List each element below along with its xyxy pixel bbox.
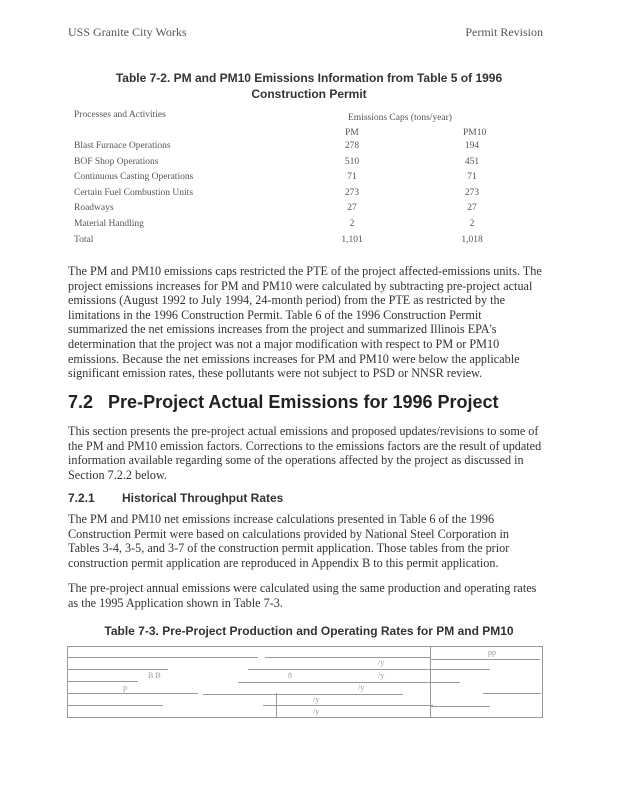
col-header-pm: PM [345, 128, 359, 138]
table-7-2-cell-pm10: 2 [469, 219, 475, 229]
table-7-2-cell-name: Blast Furnace Operations [74, 141, 171, 151]
table-7-2-cell-pm: 27 [347, 203, 357, 214]
table-7-2-cell-pm10: 71 [467, 172, 477, 183]
header-left: USS Granite City Works [68, 25, 187, 39]
text-line: significant emission rates, these pollutants were not subject to PSD or NNSR review. [68, 366, 483, 381]
table-7-2-cell-pm: 71 [347, 172, 357, 183]
table-7-2-cell-name: Continuous Casting Operations [74, 172, 194, 183]
table-7-2-cell-name: BOF Shop Operations [74, 156, 159, 167]
section-title: Pre-Project Actual Emissions for 1996 Project [108, 392, 499, 412]
table-7-3-fragment: pp [488, 648, 496, 657]
table-7-2-cell-pm: 1,101 [341, 234, 363, 245]
text-line: information available regarding some of the operations affected by the project as discussed in [68, 453, 524, 468]
text-line: construction permit application are reproduced in Appendix B to this permit application. [68, 555, 499, 570]
text-line: Construction Permit were based on calculations provided by National Steel Corporation in [68, 526, 510, 541]
table-7-2-cell-pm: 2 [349, 219, 355, 229]
col-header-pm10: PM10 [463, 128, 487, 138]
paragraph-4 [68, 581, 536, 610]
text-line: The pre-project annual emissions were calculated using the same production and operating rates [68, 581, 537, 595]
text-line: Tables 3-4, 3-5, and 3-7 of the construction permit application. Those tables from the prior [68, 541, 510, 556]
header-right: Permit Revision [465, 25, 543, 39]
table-7-2-cell-name: Certain Fuel Combustion Units [74, 187, 194, 198]
table-7-2-cell-pm: 278 [344, 141, 360, 151]
paragraph-3 [68, 512, 509, 570]
table-7-2-cell-pm: 273 [344, 187, 360, 198]
text-line: Section 7.2.2 below. [68, 467, 168, 482]
text-line: the PM and PM10 emission factors. Corrections to the emissions factors are the result of updated [68, 438, 542, 453]
paragraph-2 [68, 424, 541, 482]
table-7-3-fragment: 8 [288, 671, 292, 680]
text-line: emissions (August 1992 to July 1994, 24-month period) from the PTE as restricted by the [68, 293, 506, 308]
text-line: The PM and PM10 emissions caps restricted the PTE of the project affected-emissions units. The [68, 264, 542, 278]
table-7-3-fragment: /y [313, 707, 320, 716]
table-7-3-fragment: /y [313, 695, 320, 704]
table-7-3-fragment: B B [148, 671, 161, 680]
text-line: emissions. Because the net emissions increases for PM and PM10 were below the applicable [68, 351, 520, 366]
table-7-2-cell-pm10: 451 [464, 156, 480, 167]
text-line: limitations in the 1996 Construction Permit. Table 6 of the 1996 Construction Permit [68, 307, 482, 322]
table-7-3-fragment: /y [358, 683, 365, 692]
table-7-2-cell-name: Material Handling [74, 219, 144, 229]
text-line: project emissions increases for PM and PM10 were calculated by subtracting pre-project actual [68, 278, 533, 293]
text-line: The PM and PM10 net emissions increase calculations presented in Table 6 of the 1996 [68, 512, 495, 526]
text-line: determination that the project was not a major modification with respect to PM or PM10 [68, 336, 500, 351]
table-7-3-title: Table 7-3. Pre-Project Production and Operating Rates for PM and PM10 [104, 624, 514, 638]
table-7-2-cell-name: Total [74, 234, 94, 245]
table-7-2-title: Table 7-2. PM and PM10 Emissions Information from Table 5 of 1996 [115, 71, 503, 85]
table-7-2-cell-pm10: 27 [467, 203, 477, 214]
section-7-2-heading [68, 392, 499, 413]
table-7-2-cell-pm10: 1,018 [461, 234, 483, 245]
section-number: 7.2 [68, 392, 94, 412]
col-header-process: Processes and Activities [74, 110, 166, 120]
col-header-group: Emissions Caps (tons/year) [348, 113, 452, 123]
table-7-2-cell-pm10: 273 [464, 187, 480, 198]
section-7-2-1-title: Historical Throughput Rates [122, 491, 284, 505]
text-line: as the 1995 Application shown in Table 7-3. [68, 595, 283, 610]
paragraph-1 [68, 264, 542, 381]
table-7-3-fragment: /y [378, 658, 385, 667]
table-7-3-fragment: p [123, 683, 127, 692]
text-line: summarized the net emissions increases from the project and summarized Illinois EPA's [68, 322, 497, 337]
table-7-2-title-2: Construction Permit [251, 87, 367, 101]
table-7-2-cell-pm10: 194 [464, 141, 480, 151]
table-7-2-cell-name: Roadways [74, 203, 114, 214]
table-7-3 [67, 646, 543, 718]
table-7-2-cell-pm: 510 [344, 156, 360, 167]
table-7-3-fragment: /y [378, 671, 385, 680]
text-line: This section presents the pre-project actual emissions and proposed updates/revisions to some of [68, 424, 539, 438]
section-7-2-1-number: 7.2.1 [68, 491, 95, 505]
